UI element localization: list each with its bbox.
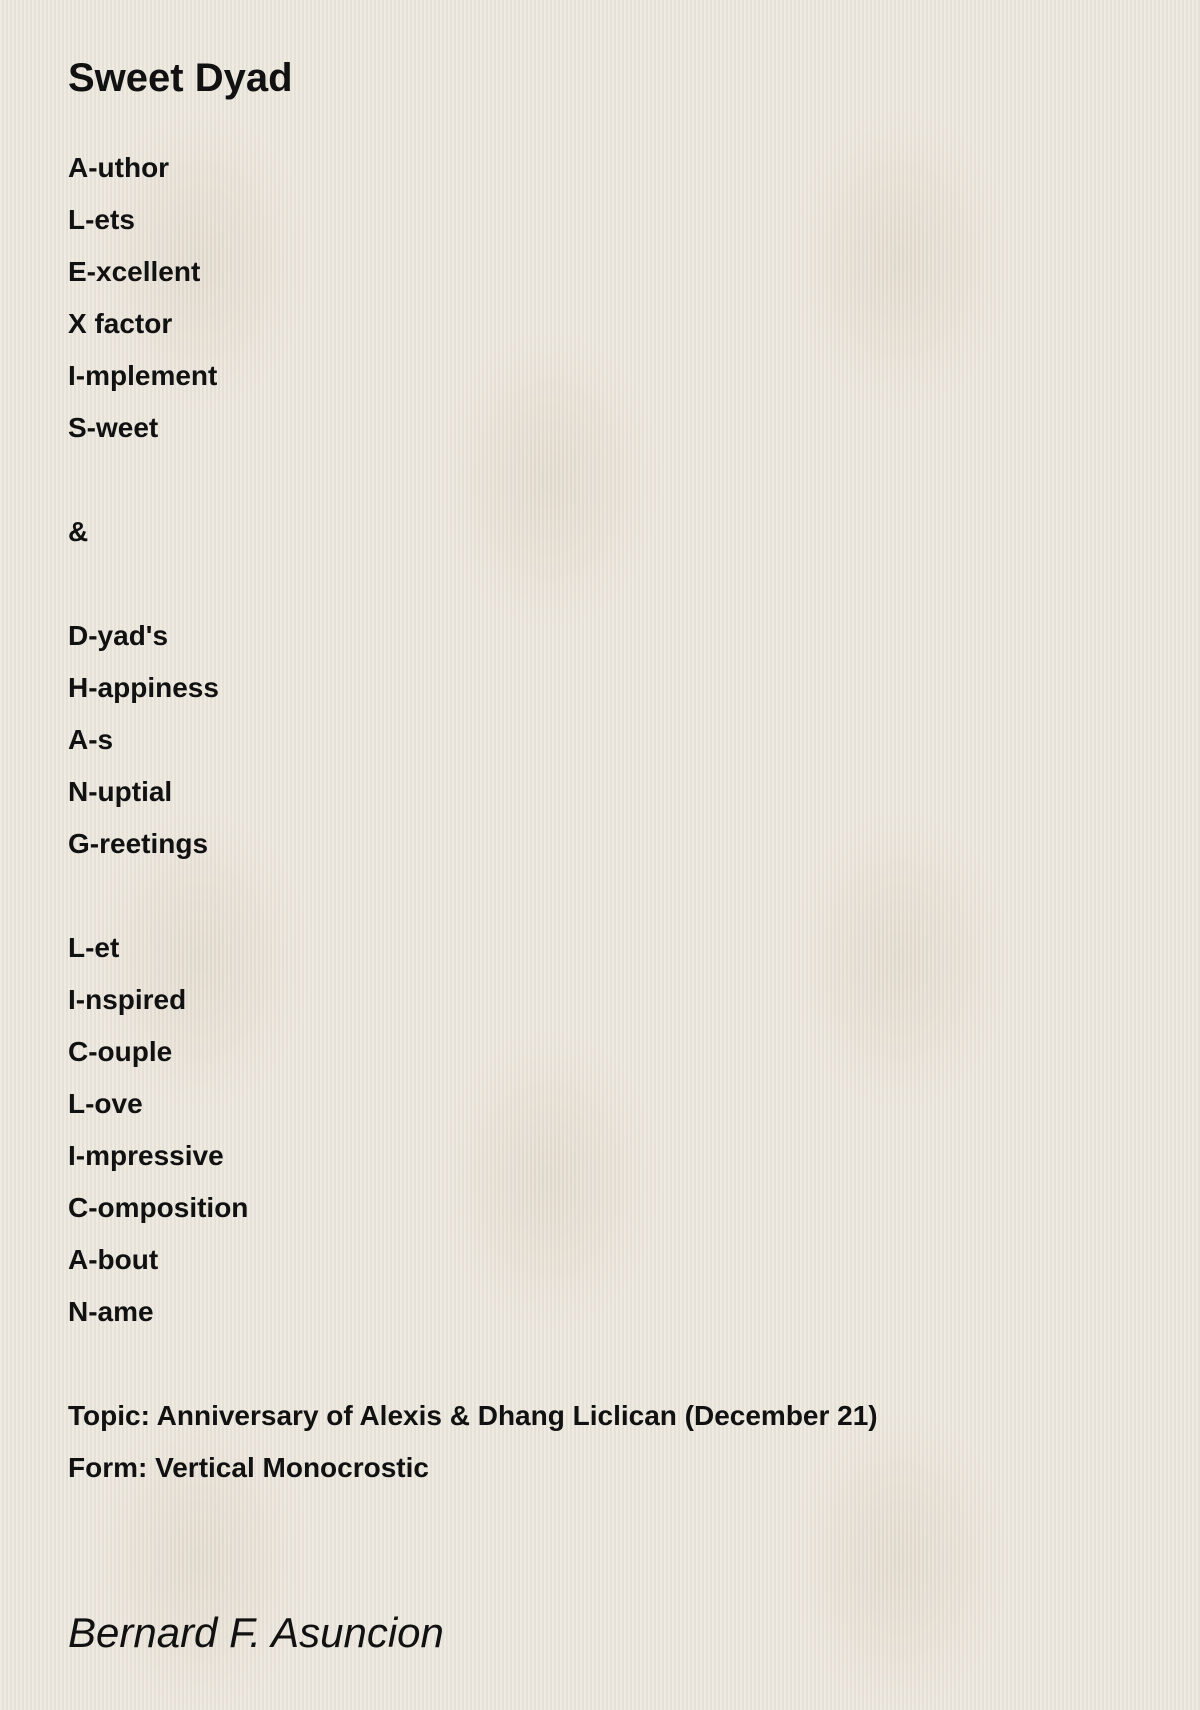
poem-line: L-ove	[68, 1088, 143, 1119]
poem-title: Sweet Dyad	[68, 56, 293, 100]
poem-line: C-omposition	[68, 1192, 249, 1223]
stanza-alexis	[68, 142, 1148, 454]
poem-line: I-nspired	[68, 984, 187, 1015]
poem-line: A-bout	[68, 1244, 159, 1275]
poem-line: D-yad's	[68, 620, 169, 651]
poem-line: A-uthor	[68, 152, 170, 183]
poem-line: C-ouple	[68, 1036, 173, 1067]
poem-author: Bernard F. Asuncion	[68, 1609, 444, 1656]
poem-line: I-mplement	[68, 360, 218, 391]
poem-form: Form: Vertical Monocrostic	[68, 1452, 429, 1483]
poem-line: &	[68, 516, 89, 547]
poem-topic: Topic: Anniversary of Alexis & Dhang Liclican (December 21)	[68, 1400, 878, 1431]
poem-line: I-mpressive	[68, 1140, 224, 1171]
stanza-dhang	[68, 610, 1148, 870]
poem-line: G-reetings	[68, 828, 209, 859]
poem-line: H-appiness	[68, 672, 219, 703]
poem-line: N-uptial	[68, 776, 173, 807]
poem-line: N-ame	[68, 1296, 154, 1327]
stanza-ampersand	[68, 506, 1148, 558]
poem-notes	[68, 1390, 1148, 1494]
poem-line: A-s	[68, 724, 114, 755]
stanza-liclican	[68, 922, 1148, 1338]
poem-line: L-ets	[68, 204, 135, 235]
poem-card	[68, 46, 1148, 1494]
poem-body	[68, 142, 1148, 1494]
poem-line: S-weet	[68, 412, 159, 443]
poem-line: E-xcellent	[68, 256, 201, 287]
poem-line: X factor	[68, 308, 173, 339]
poem-line: L-et	[68, 932, 120, 963]
